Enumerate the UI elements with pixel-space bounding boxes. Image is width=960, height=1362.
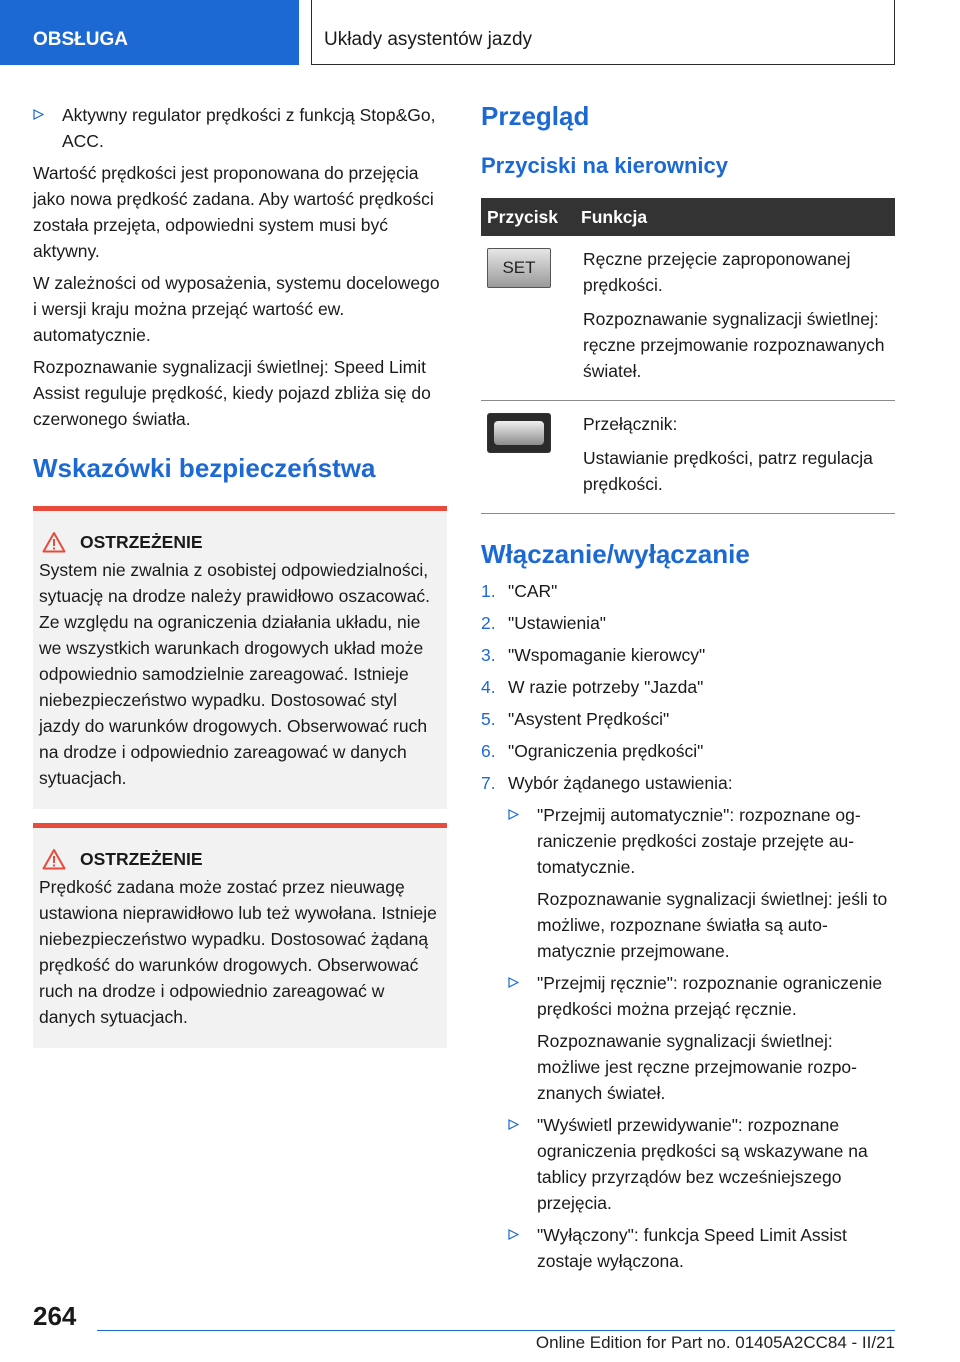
list-item: 6. "Ograniczenia prędkości" <box>481 741 704 761</box>
function-text: Ręczne przejęcie zaproponowanej prędkości. <box>583 249 851 295</box>
safety-heading: Wskazówki bezpieczeństwa <box>33 453 376 483</box>
option-note: Rozpoznawanie sygnalizacji świetlnej: jeśli to możliwe, rozpoznane światła są automatycznie przejmowane. <box>537 889 888 961</box>
option-text: "Wyłączony": funkcja Speed Limit Assist zostaje wyłączona. <box>537 1225 847 1271</box>
option-item <box>508 1222 895 1274</box>
warning-text: Prędkość zadana może zostać przez nieuwagę ustawiona nieprawidłowo lub też wywołana. Istnieje niebezpieczeństwo wypadku. Dostosować żądaną prędkość do warunków drogowych. Obserwować ruch na drodze i odpowiednio zareagować w danych sytuacjach. <box>39 877 437 1027</box>
buttons-heading: Przyciski na kierownicy <box>481 153 729 178</box>
bullet-item <box>33 102 447 154</box>
list-item: 2. "Ustawienia" <box>481 613 607 633</box>
warning-title: OSTRZEŻENIE <box>80 849 203 869</box>
paragraph: Wartość prędkości jest proponowana do przejęcia jako nowa prędkość zadana. Aby wartość prędkości została przejęta, odpowiedni system musi być aktywny. <box>33 163 434 261</box>
function-text: Przełącznik: <box>583 414 678 434</box>
options-list <box>508 802 895 1274</box>
warning-header <box>39 846 439 872</box>
list-item: 4. W razie potrzeby "Jazda" <box>481 677 704 697</box>
right-column <box>481 100 895 1280</box>
warning-box <box>33 506 447 809</box>
column-header-button: Przycisk <box>481 198 573 236</box>
paragraph: W zależności od wyposażenia, systemu docelowego i wersji kraju można przejąć wartość ew. automatycznie. <box>33 273 440 345</box>
edition-note: Online Edition for Part no. 01405A2CC84 - II/21 <box>535 1333 895 1352</box>
on-off-heading: Włączanie/wyłączanie <box>481 539 750 569</box>
option-note: Rozpoznawanie sygnalizacji świetlnej: możliwe jest ręczne przejmowanie rozpoznanych świateł. <box>537 1031 857 1103</box>
option-text: "Przejmij automatycznie": rozpoznane ograniczenie prędkości zostaje przejęte automatycznie. <box>537 805 861 877</box>
list-item: 1. "CAR" <box>481 581 558 601</box>
option-item <box>508 970 895 1106</box>
option-item <box>508 802 895 964</box>
steps-list <box>481 578 895 1274</box>
triangle-bullet-icon <box>33 109 44 120</box>
function-text: Ustawianie prędkości, patrz regulacja prędkości. <box>583 448 873 494</box>
warning-header <box>39 529 439 555</box>
warning-text: System nie zwalnia z osobistej odpowiedzialności, sytuację na drodze należy prawidłowo oszacować. Ze względu na ograniczenia działania układu, nie we wszystkich warunkach drogowych układ może odpowiednio samodzielnie zareagować. Istnieje niebezpieczeństwo wypadku. Dostosować styl jazdy do warunków drogowych. Obserwować ruch na drodze i odpowiednio zareagować w danych sytuacjach. <box>39 560 431 788</box>
footer-rule <box>97 1330 895 1331</box>
rocker-switch-icon <box>487 413 551 453</box>
warning-title: OSTRZEŻENIE <box>80 532 203 552</box>
overview-heading: Przegląd <box>481 101 590 131</box>
warning-triangle-icon <box>42 848 66 870</box>
button-cell <box>481 236 573 401</box>
set-button-icon: SET <box>487 248 551 288</box>
triangle-bullet-icon <box>508 977 519 988</box>
warning-triangle-icon <box>42 531 66 553</box>
buttons-table <box>481 198 895 514</box>
option-text: "Wyświetl przewidywanie": rozpoznane ograniczenia prędkości są wskazywane na tablicy przyrządów bez wcześniejszego przejęcia. <box>537 1115 868 1213</box>
table-row <box>481 401 895 514</box>
left-column <box>33 100 447 1048</box>
list-item: 3. "Wspomaganie kierowcy" <box>481 645 706 665</box>
option-text: "Przejmij ręcznie": rozpoznanie ograniczenie prędkości można przejąć ręcznie. <box>537 973 883 1019</box>
function-cell <box>573 236 895 401</box>
triangle-bullet-icon <box>508 809 519 820</box>
bullet-text: Aktywny regulator prędkości z funkcją Stop&Go, ACC. <box>62 105 436 151</box>
paragraph: Rozpoznawanie sygnalizacji świetlnej: Speed Limit Assist reguluje prędkość, kiedy pojazd zbliża się do czerwonego światła. <box>33 357 431 429</box>
option-item <box>508 1112 895 1216</box>
button-cell <box>481 401 573 514</box>
table-row <box>481 236 895 401</box>
triangle-bullet-icon <box>508 1119 519 1130</box>
list-item: 5. "Asystent Prędkości" <box>481 709 670 729</box>
function-text: Rozpoznawanie sygnalizacji świetlnej: ręczne przejmowanie rozpoznawanych świateł. <box>583 309 885 381</box>
triangle-bullet-icon <box>508 1229 519 1240</box>
chapter-title: Układy asystentów jazdy <box>324 29 533 50</box>
page-number: 264 <box>33 1301 77 1331</box>
section-tab: OBSŁUGA <box>0 0 299 65</box>
list-item: 7. Wybór żądanego ustawienia: "Przejmij automatycznie": rozpoznane ograniczenie prędkości zostaje przejęte automatycznie. Rozpoznawanie sygnalizacji świetlnej: jeśli to możliwe, rozpoznane światła są automatycznie przejmowane. "Przejmij ręcznie": rozpoznanie ograniczenie prędkości można przejąć ręcznie. Rozpoznawanie sygnalizacji świetlnej: możliwe jest ręczne przejmowanie rozpoznanych świateł. "Wyświetl przewidywanie": rozpoznane ograniczenia prędkości są wskazywane na tablicy przyrządów bez wcześniejszego przejęcia. "Wyłączony": funkcja Speed Limit Assist zostaje wyłączona. <box>481 770 895 1274</box>
column-header-function: Funkcja <box>573 198 895 236</box>
table-header-row <box>481 198 895 236</box>
warning-box <box>33 823 447 1048</box>
function-cell <box>573 401 895 514</box>
